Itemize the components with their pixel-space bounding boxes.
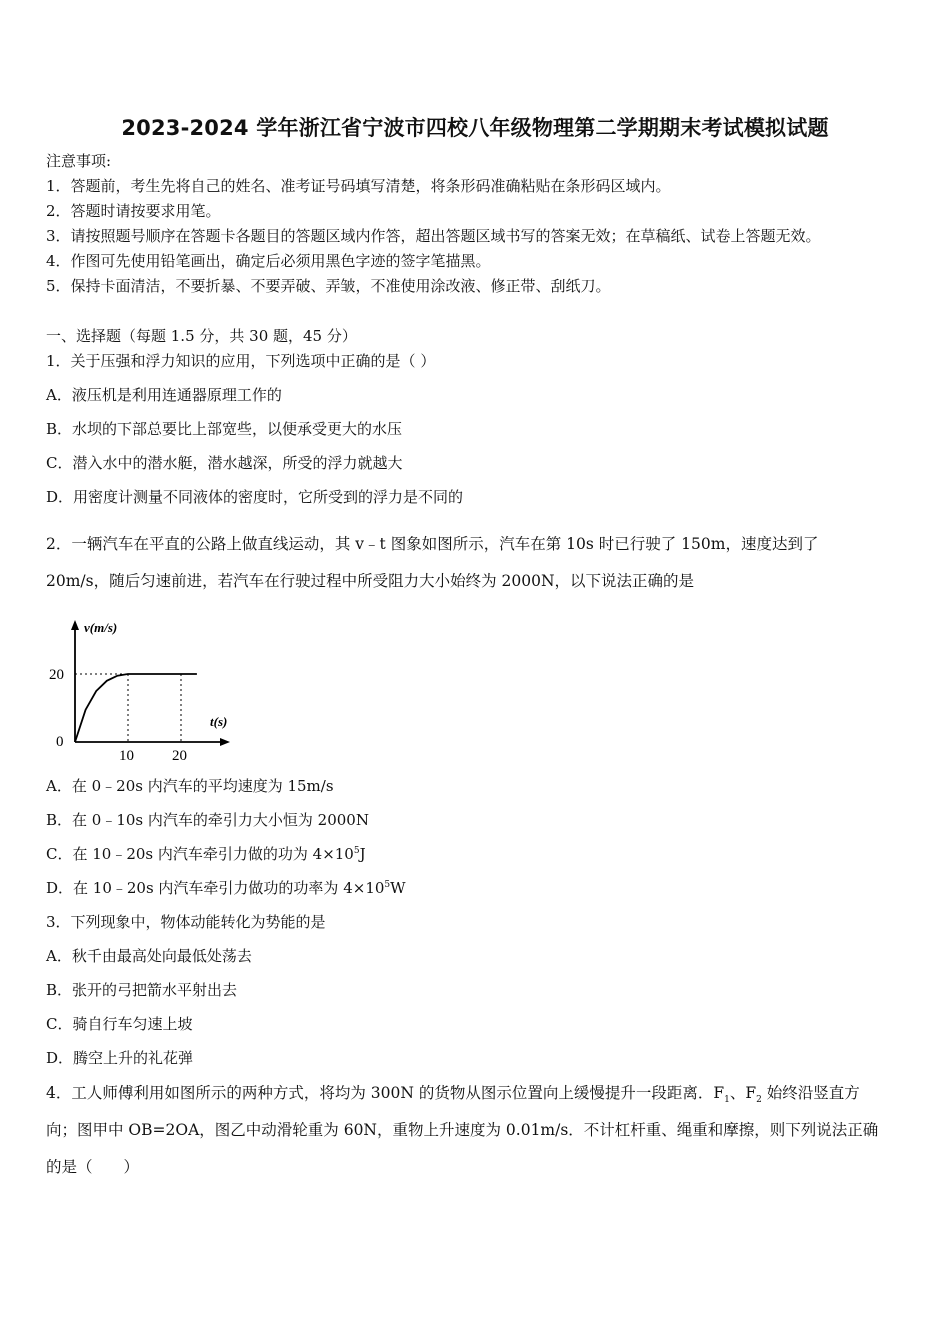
q1-stem: 1．关于压强和浮力知识的应用，下列选项中正确的是（ ）: [46, 352, 436, 370]
q3-option-d: D．腾空上升的礼花弹: [46, 1049, 194, 1067]
q2-stem-line1: 2．一辆汽车在平直的公路上做直线运动，其 v﹣t 图象如图所示，汽车在第 10s 时已行驶了 150m，速度达到了: [46, 535, 819, 553]
vt-graph: [40, 612, 240, 762]
q1-option-d: D．用密度计测量不同液体的密度时，它所受到的浮力是不同的: [46, 488, 464, 506]
q3-stem: 3．下列现象中，物体动能转化为势能的是: [46, 913, 326, 931]
notice-item-1: 1．答题前，考生先将自己的姓名、准考证号码填写清楚，将条形码准确粘贴在条形码区域内。: [46, 177, 671, 195]
notice-item-5: 5．保持卡面清洁，不要折暴、不要弄破、弄皱，不准使用涂改液、修正带、刮纸刀。: [46, 277, 611, 295]
notice-heading: 注意事项:: [46, 152, 112, 170]
q2-stem-line2: 20m/s，随后匀速前进，若汽车在行驶过程中所受阻力大小始终为 2000N，以下说法正确的是: [46, 572, 695, 590]
x-axis-arrow: [220, 738, 230, 746]
section-heading: 一、选择题（每题 1.5 分，共 30 题，45 分）: [46, 327, 357, 345]
q2-option-c: C．在 10﹣20s 内汽车牵引力做的功为 $4\times 10^5J$: [46, 845, 366, 863]
q4-stem-line2: 向；图甲中 OB=2OA，图乙中动滑轮重为 60N，重物上升速度为 0.01m/s．不计杠杆重、绳重和摩擦，则下列说法正确: [46, 1121, 879, 1139]
q2-option-d: D．在 10﹣20s 内汽车牵引力做功的功率为 $4\times 10^5W$: [46, 879, 406, 897]
notice-item-3: 3．请按照题号顺序在答题卡各题目的答题区域内作答，超出答题区域书写的答案无效；在草稿纸、试卷上答题无效。: [46, 227, 821, 245]
q4-stem-line1: 4．工人师傅利用如图所示的两种方式，将均为 300N 的货物从图示位置向上缓慢提升一段距离．$F_1$、$F_2$ 始终沿竖直方: [46, 1084, 860, 1106]
x-axis-label: t(s): [210, 714, 228, 729]
q4-stem-line3: 的是（ ）: [46, 1158, 140, 1176]
q2-option-a: A．在 0﹣20s 内汽车的平均速度为 15m/s: [46, 777, 334, 795]
q1-option-a: A．液压机是利用连通器原理工作的: [46, 386, 282, 404]
page-title: 2023-2024 学年浙江省宁波市四校八年级物理第二学期期末考试模拟试题: [121, 116, 829, 140]
q2-option-b: B．在 0﹣10s 内汽车的牵引力大小恒为 2000N: [46, 811, 369, 829]
q1-option-b: B．水坝的下部总要比上部宽些，以便承受更大的水压: [46, 420, 403, 438]
notice-item-4: 4．作图可先使用铅笔画出，确定后必须用黑色字迹的签字笔描黑。: [46, 252, 491, 270]
notice-item-2: 2．答题时请按要求用笔。: [46, 202, 221, 220]
y-axis-arrow: [71, 620, 79, 630]
origin-label: 0: [56, 734, 64, 750]
q3-option-a: A．秋千由最高处向最低处荡去: [46, 947, 252, 965]
velocity-curve: [75, 674, 197, 742]
y-axis-label: v(m/s): [84, 620, 118, 635]
q1-option-c: C．潜入水中的潜水艇，潜水越深，所受的浮力就越大: [46, 454, 403, 472]
q3-option-c: C．骑自行车匀速上坡: [46, 1015, 193, 1033]
x-tick-label: 20: [172, 748, 187, 762]
q3-option-b: B．张开的弓把箭水平射出去: [46, 981, 238, 999]
y-tick-label: 20: [49, 667, 64, 683]
x-tick-label: 10: [119, 748, 134, 762]
